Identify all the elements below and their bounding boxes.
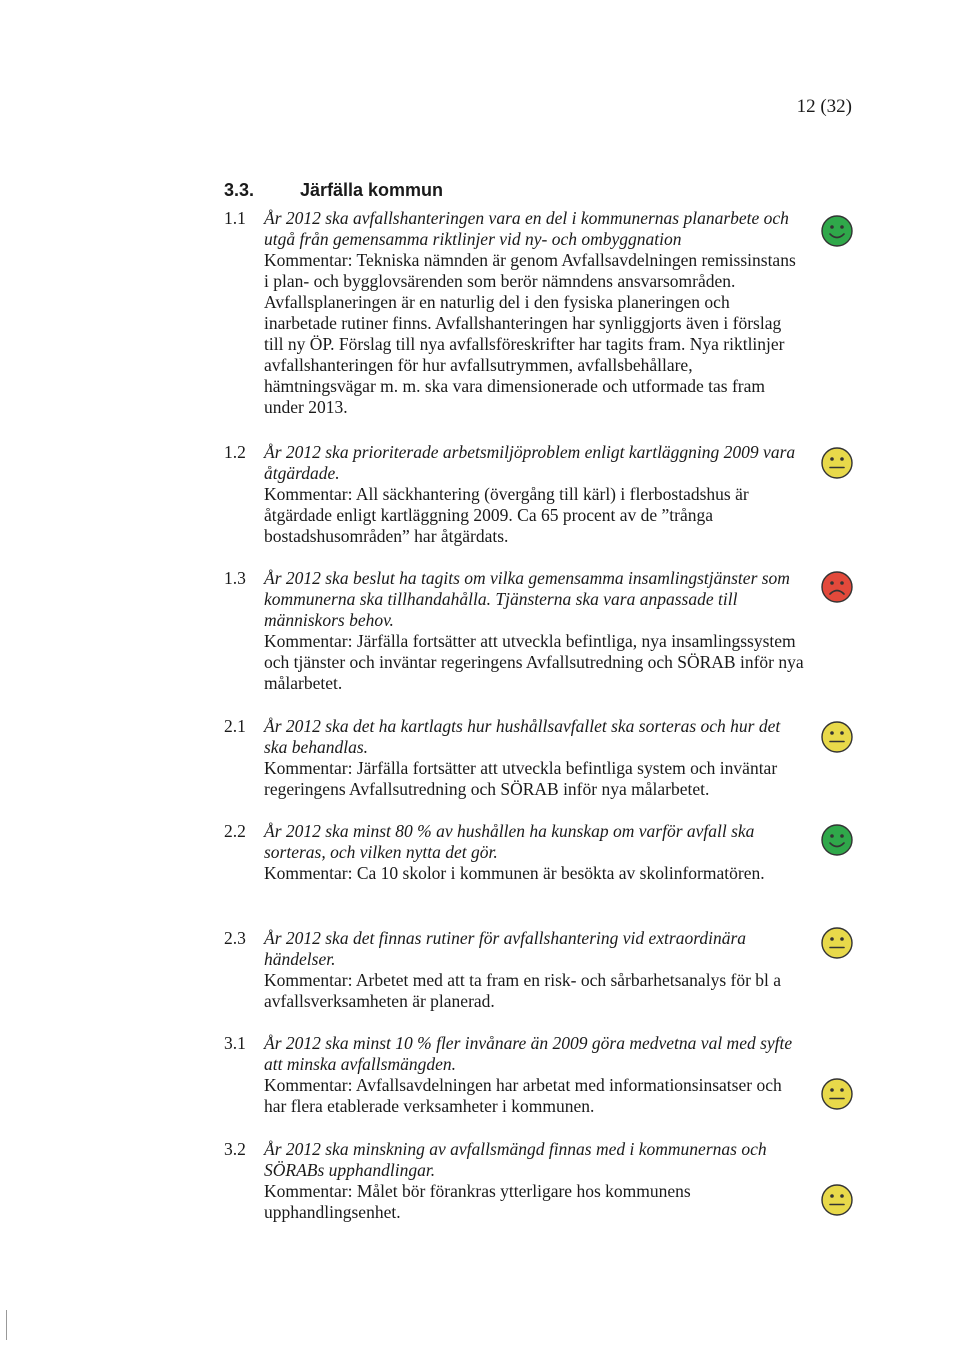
goal-number: 1.2 (224, 442, 246, 462)
goal-number: 1.1 (224, 208, 246, 228)
goal-body (264, 716, 804, 800)
neutral-face-icon (820, 1077, 854, 1111)
goal-number: 2.1 (224, 716, 246, 736)
goal-body (264, 208, 804, 418)
neutral-face-icon (820, 446, 854, 480)
goal-text: År 2012 ska det finnas rutiner för avfallshantering vid extraordinära händelser. (264, 928, 747, 969)
neutral-face-icon (820, 1183, 854, 1217)
goal-text: År 2012 ska minst 80 % av hushållen ha kunskap om varför avfall ska sorteras, och vilken nytta det gör. (264, 821, 755, 862)
goal-number: 1.3 (224, 568, 246, 588)
neutral-face-icon (820, 720, 854, 754)
goal-text: År 2012 ska minst 10 % fler invånare än 2009 göra medvetna val med syfte att minska avfallsmängden. (264, 1033, 793, 1074)
goal-number: 2.3 (224, 928, 246, 948)
page-number: 12 (32) (796, 96, 852, 117)
goal-comment: Kommentar: All säckhantering (övergång till kärl) i flerbostadshus är åtgärdade enligt kartläggning 2009. Ca 65 procent av de ”trånga bostadshusområden” har åtgärdats. (264, 484, 749, 546)
goal-body (264, 442, 804, 547)
goal-number: 2.2 (224, 821, 246, 841)
goal-body (264, 1033, 804, 1117)
goal-comment: Kommentar: Arbetet med att ta fram en risk- och sårbarhetsanalys för bl a avfallsverksamheten är planerad. (264, 970, 782, 1011)
neutral-face-icon (820, 926, 854, 960)
sad-face-icon (820, 570, 854, 604)
goal-comment: Kommentar: Järfälla fortsätter att utveckla befintliga system och inväntar regeringens Avfallsutredning och SÖRAB inför nya målarbetet. (264, 758, 778, 799)
scan-margin-line (6, 1310, 7, 1340)
goal-comment: Kommentar: Avfallsavdelningen har arbetat med informationsinsatser och har flera etablerade verksamheter i kommunen. (264, 1075, 782, 1116)
goal-text: År 2012 ska beslut ha tagits om vilka gemensamma insamlingstjänster som kommunerna ska tillhandahålla. Tjänsterna ska vara anpassade till människors behov. (264, 568, 790, 630)
goal-comment: Kommentar: Målet bör förankras ytterligare hos kommunens upphandlingsenhet. (264, 1181, 691, 1222)
happy-face-icon (820, 214, 854, 248)
goal-comment: Kommentar: Järfälla fortsätter att utveckla befintliga, nya insamlingssystem och tjänster och inväntar regeringens Avfallsutredning och SÖRAB inför nya målarbetet. (264, 631, 804, 693)
goal-body (264, 568, 804, 694)
goal-comment: Kommentar: Tekniska nämnden är genom Avfallsavdelningen remissinstans i plan- och bygglovsärenden som berör nämndens ansvarsområden. Avfallsplaneringen är en naturlig del i den fysiska planeringen och inarbetade rutiner finns. Avfallshanteringen har synliggjorts även i förslag till ny ÖP. Förslag till nya avfallsföreskrifter har tagits fram. Nya riktlinjer avfallshanteringen för hur avfallsutrymmen, avfallsbehållare, hämtningsvägar m. m. ska vara dimensionerade och utformade tas fram under 2013. (264, 250, 796, 417)
goal-body (264, 928, 804, 1012)
section-title: Järfälla kommun (300, 180, 444, 200)
goal-text: År 2012 ska prioriterade arbetsmiljöproblem enligt kartläggning 2009 vara åtgärdade. (264, 442, 796, 483)
section-heading (224, 180, 443, 201)
goal-number: 3.2 (224, 1139, 246, 1159)
goal-body (264, 1139, 804, 1223)
happy-face-icon (820, 823, 854, 857)
goal-number: 3.1 (224, 1033, 246, 1053)
goal-text: År 2012 ska avfallshanteringen vara en del i kommunernas planarbete och utgå från gemensamma riktlinjer vid ny- och ombyggnation (264, 208, 789, 249)
goal-body (264, 821, 804, 884)
goal-text: År 2012 ska det ha kartlagts hur hushållsavfallet ska sorteras och hur det ska behandlas. (264, 716, 781, 757)
goal-comment: Kommentar: Ca 10 skolor i kommunen är besökta av skolinformatören. (264, 863, 765, 883)
goal-text: År 2012 ska minskning av avfallsmängd finnas med i kommunernas och SÖRABs upphandlingar. (264, 1139, 767, 1180)
section-number: 3.3. (224, 180, 255, 200)
